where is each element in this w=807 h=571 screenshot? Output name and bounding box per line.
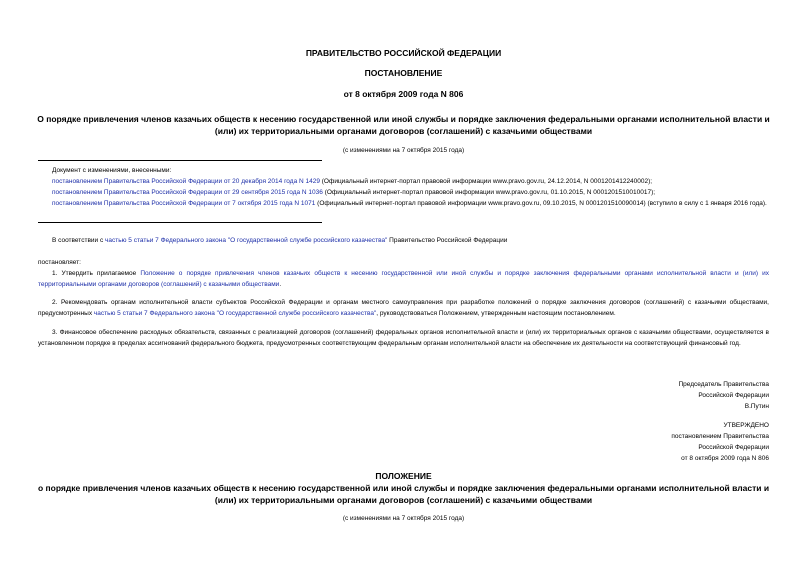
paragraph-2-end: , руководствоваться Положением, утвержденным настоящим постановлением. [376, 310, 616, 317]
amendment-source: (Официальный интернет-портал правовой информации www.pravo.gov.ru, 09.10.2015, N 0001201510090014) (вступило в силу с 1 января 2016 года). [315, 200, 767, 207]
government-heading: ПРАВИТЕЛЬСТВО РОССИЙСКОЙ ФЕДЕРАЦИИ [305, 48, 502, 58]
paragraph-2 [38, 297, 769, 319]
signer-name: В.Путин [744, 403, 769, 410]
regulation-link[interactable]: Положение о порядке привлечения членов казачьих обществ к несению государственной или иной службы и порядке заключения федеральными органами исполнительной власти и (или) их территориальными органами договоров (соглашений) с казачьими обществами [38, 270, 769, 288]
paragraph-1 [38, 268, 769, 290]
approval-line: постановлением Правительства [671, 433, 769, 440]
amendment-link[interactable]: постановлением Правительства Российской Федерации от 7 октября 2015 года N 1071 [52, 200, 316, 207]
approval-block [671, 420, 769, 464]
preamble-paragraph [38, 235, 769, 246]
regulation-edition-note: (с изменениями на 7 октября 2015 года) [342, 515, 465, 522]
resolves-word: постановляет: [38, 259, 81, 266]
paragraph-2-text: 2. Рекомендовать органам исполнительной власти субъектов Российской Федерации и органам местного самоуправления при разработке положений о порядке заключения договоров (соглашений) с казачьими обществами, предусмотренных [38, 299, 769, 317]
paragraph-1-text: 1. Утвердить прилагаемое [52, 270, 141, 277]
preamble-text: В соответствии с [52, 237, 106, 244]
approval-date: от 8 октября 2009 года N 806 [681, 455, 769, 462]
regulation-heading [30, 470, 777, 506]
amendment-link[interactable]: постановлением Правительства Российской Федерации от 20 декабря 2014 года N 1429 [52, 178, 320, 185]
approval-line: Российской Федерации [698, 444, 769, 451]
regulation-subtitle: о порядке привлечения членов казачьих обществ к несению государственной или иной службы и порядке заключения федеральными органами исполнительной власти и (или) их территориальными органами договоров (соглашений) с казачьими обществами [37, 483, 770, 505]
signer-title: Председатель Правительства [678, 381, 769, 388]
signer-title-2: Российской Федерации [698, 392, 769, 399]
approval-heading: УТВЕРЖДЕНО [723, 422, 769, 429]
regulation-title: ПОЛОЖЕНИЕ [375, 471, 432, 481]
amendment-item [38, 198, 773, 209]
law-reference-link-2[interactable]: частью 5 статьи 7 Федерального закона "О государственной службе российского казачества" [93, 310, 377, 317]
amendment-link[interactable]: постановлением Правительства Российской Федерации от 29 сентября 2015 года N 1036 [52, 189, 323, 196]
preamble-text-end: Правительство Российской Федерации [387, 237, 508, 244]
decree-title: О порядке привлечения членов казачьих обществ к несению государственной или иной службы и порядке заключения федеральными органами исполнительной власти и (или) их территориальными органами договоров (соглашений) с казачьими обществами [37, 114, 770, 136]
amendment-item [38, 187, 773, 198]
amendments-heading: Документ с изменениями, внесенными: [52, 167, 172, 174]
paragraph-1-end: . [279, 281, 282, 288]
law-reference-link[interactable]: частью 5 статьи 7 Федерального закона "О государственной службе российского казачества" [105, 237, 388, 244]
divider-top [38, 160, 322, 161]
decree-date: от 8 октября 2009 года N 806 [343, 89, 464, 99]
amendment-item [38, 176, 773, 187]
amendment-source: (Официальный интернет-портал правовой информации www.pravo.gov.ru, 24.12.2014, N 0001201412240002); [319, 178, 653, 185]
decree-heading: ПОСТАНОВЛЕНИЕ [364, 68, 443, 78]
amendment-source: (Официальный интернет-портал правовой информации www.pravo.gov.ru, 01.10.2015, N 0001201510010017); [322, 189, 656, 196]
paragraph-3: 3. Финансовое обеспечение расходных обязательств, связанных с реализацией договоров (соглашений) федеральных органов исполнительной власти и (или) их территориальных органов с казачьими обществами, осуществляется в установленном порядке в пределах ассигнований федерального бюджета, предусмотренных соответствующим федеральным органам исполнительной власти на обеспечение их деятельности на соответствующий финансовый год. [38, 329, 769, 347]
divider-bottom [38, 222, 322, 223]
edition-note: (с изменениями на 7 октября 2015 года) [342, 147, 465, 154]
signature-block [678, 379, 769, 412]
